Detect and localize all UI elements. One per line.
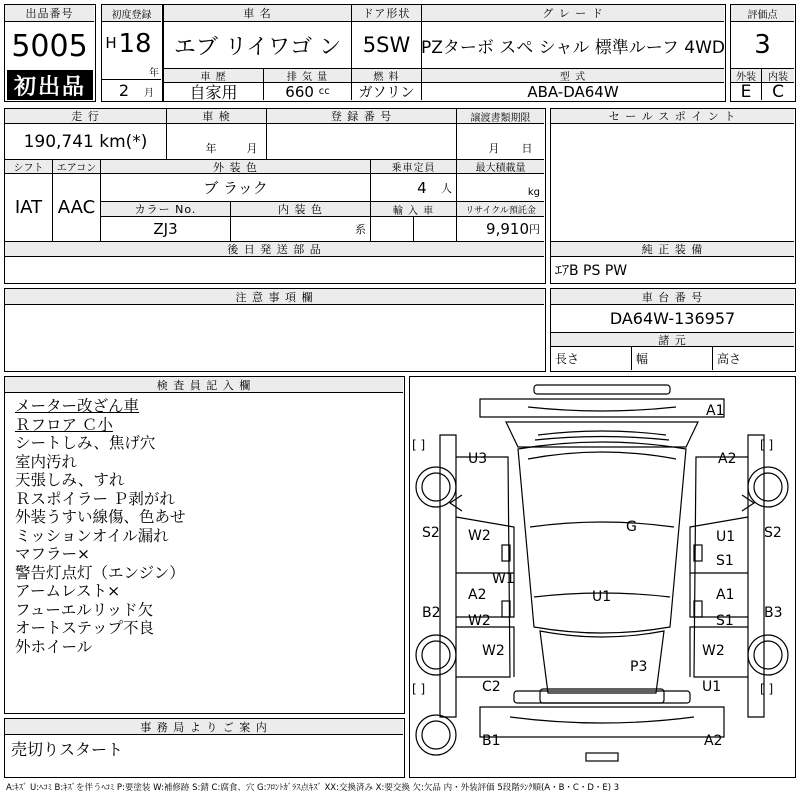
details-box: [4, 108, 546, 284]
inspector-label: 検 査 員 記 入 欄: [5, 377, 403, 393]
capacity-unit: 人: [441, 181, 452, 195]
interior-grade: C: [772, 81, 784, 102]
specs-label: 諸 元: [551, 332, 794, 347]
mark-b2: B2: [422, 605, 441, 621]
mark-s2-right: S2: [764, 525, 782, 541]
sales-points: [551, 124, 794, 241]
chassis-number: DA64W-136957: [609, 309, 736, 328]
exterior-grade: E: [731, 83, 762, 100]
roof-front-line: [530, 522, 674, 527]
mark-a2-rf: A2: [718, 451, 737, 467]
exterior-label: 外装: [731, 68, 762, 83]
mark-a1-right: A1: [716, 587, 735, 603]
transfer-month-unit: 月: [488, 142, 500, 155]
mark-u1-right-1: U1: [716, 529, 736, 545]
import-cell-a: [371, 217, 414, 241]
model-code: ABA-DA64W: [527, 82, 619, 101]
office-text: 売切りスタート: [11, 740, 124, 759]
mark-g: G: [626, 519, 637, 535]
inspector-note: 外装うすい線傷、色あせ: [15, 508, 186, 526]
notes-label: 注 意 事 項 欄: [5, 289, 544, 305]
first-registration-label: 初度登録: [102, 5, 161, 22]
mark-s1-right-2: S1: [716, 613, 734, 629]
mileage-label: 走 行: [5, 109, 167, 124]
inspector-note: オートステップ不良: [15, 619, 155, 637]
inspector-note: Ｒスポイラー Ｐ剥がれ: [15, 489, 175, 508]
history-label: 車 歴: [164, 68, 264, 83]
lot-number-label: 出品番号: [5, 5, 94, 22]
inspector-box: [4, 376, 405, 714]
grade: PZターボ スペ シャル 標準ルーフ 4WD: [420, 37, 726, 58]
inspector-note: メーター改ざん車: [15, 397, 140, 415]
displacement-cell: [264, 83, 352, 100]
notes-box: [4, 288, 546, 372]
first-registration-box: [101, 4, 163, 102]
max-load-label: 最大積載量: [457, 159, 544, 174]
interior-label: 内装: [762, 68, 794, 83]
car-info-box: [163, 4, 726, 102]
windshield-line: [528, 452, 676, 459]
mark-s2-left: S2: [422, 525, 440, 541]
mark-w2-left-2: W2: [468, 613, 491, 629]
month-unit: 月: [144, 87, 154, 99]
later-parts: [5, 257, 544, 282]
grade-label: グ レ ー ド: [422, 5, 724, 22]
inspection-date: [167, 124, 267, 159]
int-color-cell: [231, 217, 371, 241]
sales-points-label: セ ー ル ス ポ イ ン ト: [551, 109, 794, 124]
notes: [5, 305, 544, 370]
inspector-note: フューエルリッド欠: [15, 600, 154, 619]
model-code-label: 型 式: [422, 68, 724, 83]
car-name: エブ リイワゴ ン: [164, 22, 352, 68]
recycle-unit: 円: [529, 223, 540, 236]
hood: [506, 422, 698, 447]
front-bumper: [480, 399, 724, 417]
max-load-unit: kg: [527, 187, 540, 198]
mark-u3: U3: [468, 451, 488, 467]
score-box: [730, 4, 796, 102]
inspector-note: 外ホイール: [15, 637, 93, 656]
registration-label: 登 録 番 号: [267, 109, 457, 124]
hood-line-2: [535, 437, 669, 441]
transfer-day-unit: 日: [521, 142, 533, 155]
sales-box: [550, 108, 796, 284]
score: 3: [754, 30, 771, 60]
inspector-note: 室内汚れ: [15, 452, 78, 471]
inspector-note: 天張しみ、すれ: [15, 471, 125, 489]
bracket-left-bottom: [ ]: [412, 682, 426, 696]
displacement: 660: [285, 82, 314, 101]
transfer-date: [457, 124, 544, 159]
rear-bumper: [480, 707, 724, 737]
month: 2: [118, 80, 130, 100]
bracket-left: [ ]: [412, 438, 426, 452]
bracket-right: [ ]: [760, 438, 774, 452]
import-cell-b: [414, 217, 457, 241]
fuel-label: 燃 料: [352, 68, 422, 83]
chassis-box: [550, 288, 796, 372]
shift-label: シフト: [5, 159, 53, 174]
color-no: ZJ3: [101, 217, 231, 241]
bumper-line: [528, 407, 676, 411]
inspector-note: 警告灯点灯（エンジン）: [15, 563, 185, 582]
equipment-label: 純 正 装 備: [551, 241, 794, 257]
inspector-note: アームレスト×: [15, 582, 121, 600]
inspector-note: シートしみ、焦げ穴: [15, 434, 156, 452]
inspection-month-unit: 月: [246, 142, 258, 155]
mark-w2-left-1: W2: [468, 528, 491, 544]
chassis-label: 車 台 番 号: [551, 289, 794, 305]
mark-w1: W1: [492, 571, 515, 587]
equipment: ｴｱB PS PW: [555, 262, 628, 279]
legend: A:ｷｽﾞ U:ﾍｺﾐ B:ｷｽﾞを伴うﾍｺﾐ P:要塗装 W:補修跡 S:錆 C:腐食、穴 G:ﾌﾛﾝﾄｶﾞﾗｽ点ｷｽﾞ XX:交換済み X:要交換 欠:欠品 内・外装評価 5段階ﾗﾝｸ順(A・B・C・D・E) 3: [6, 783, 620, 793]
history: 自家用: [164, 83, 264, 100]
transfer-label: 譲渡書類期限: [457, 109, 544, 124]
length-label: 長さ: [551, 347, 632, 370]
bracket-right-bottom: [ ]: [760, 682, 774, 696]
mark-s1-right-1: S1: [716, 553, 734, 569]
inspector-note: ミッションオイル漏れ: [15, 526, 169, 545]
door-label: ドア形状: [352, 5, 422, 22]
ext-color-label: 外 装 色: [101, 159, 371, 174]
capacity-label: 乗車定員: [371, 159, 457, 174]
mark-c2: C2: [482, 679, 501, 695]
capacity-cell: [371, 174, 457, 202]
mark-w2-right: W2: [702, 643, 725, 659]
fuel: ガソリン: [352, 83, 422, 100]
capacity: 4: [417, 178, 427, 197]
car-diagram-box: [409, 376, 796, 778]
height-label: 高さ: [717, 352, 742, 366]
mark-a2-left: A2: [468, 587, 487, 603]
inspection-label: 車 検: [167, 109, 267, 124]
width-label: 幅: [632, 347, 713, 370]
score-label: 評価点: [731, 5, 794, 22]
lot-number: 5005: [11, 28, 88, 64]
era: H: [105, 34, 117, 52]
year-unit: 年: [149, 67, 159, 79]
mileage: 190,741 km(*): [5, 124, 167, 159]
door-type: 5SW: [352, 22, 422, 68]
mark-a1-top: A1: [706, 403, 725, 419]
car-diagram: [410, 377, 794, 776]
int-color-suffix: 系: [355, 223, 366, 236]
rear-plate: [586, 753, 618, 761]
mark-w2-left-3: W2: [482, 643, 505, 659]
mark-a2-bottom: A2: [704, 733, 723, 749]
hood-line: [538, 431, 666, 435]
mark-p3: P3: [630, 659, 648, 675]
recycle: 9,910: [486, 220, 529, 238]
displacement-label: 排 気 量: [264, 68, 352, 83]
inspector-note: Ｒフロア Ｃ小: [15, 415, 113, 434]
mark-u1-right-2: U1: [702, 679, 722, 695]
ac: AAC: [53, 174, 101, 241]
recycle-label: リサイクル預託金: [457, 202, 544, 217]
office-label: 事 務 局 よ り ご 案 内: [5, 719, 403, 735]
ext-color: ブ ラック: [101, 174, 371, 202]
shift: IAT: [5, 174, 53, 241]
inspector-note: マフラー×: [15, 545, 90, 563]
recycle-cell: [457, 217, 544, 241]
mark-u1-center: U1: [592, 589, 612, 605]
displacement-unit: cc: [318, 86, 330, 97]
first-listing-badge: 初出品: [7, 70, 93, 100]
mark-b3: B3: [764, 605, 783, 621]
import-label: 輸 入 車: [371, 202, 457, 217]
car-name-label: 車 名: [164, 5, 352, 22]
rear-bumper-line: [510, 717, 694, 723]
office-box: [4, 718, 405, 778]
later-parts-label: 後 日 発 送 部 品: [5, 241, 544, 257]
registration-number: [267, 124, 457, 159]
mark-b1: B1: [482, 733, 501, 749]
lot-number-box: [4, 4, 96, 102]
int-color-label: 内 装 色: [231, 202, 371, 217]
front-bumper-top: [534, 385, 670, 394]
ac-label: エアコン: [53, 159, 101, 174]
max-load-cell: [457, 174, 544, 202]
inspection-year-unit: 年: [205, 142, 217, 155]
year: 18: [118, 29, 152, 59]
color-no-label: カラー No.: [101, 202, 231, 217]
